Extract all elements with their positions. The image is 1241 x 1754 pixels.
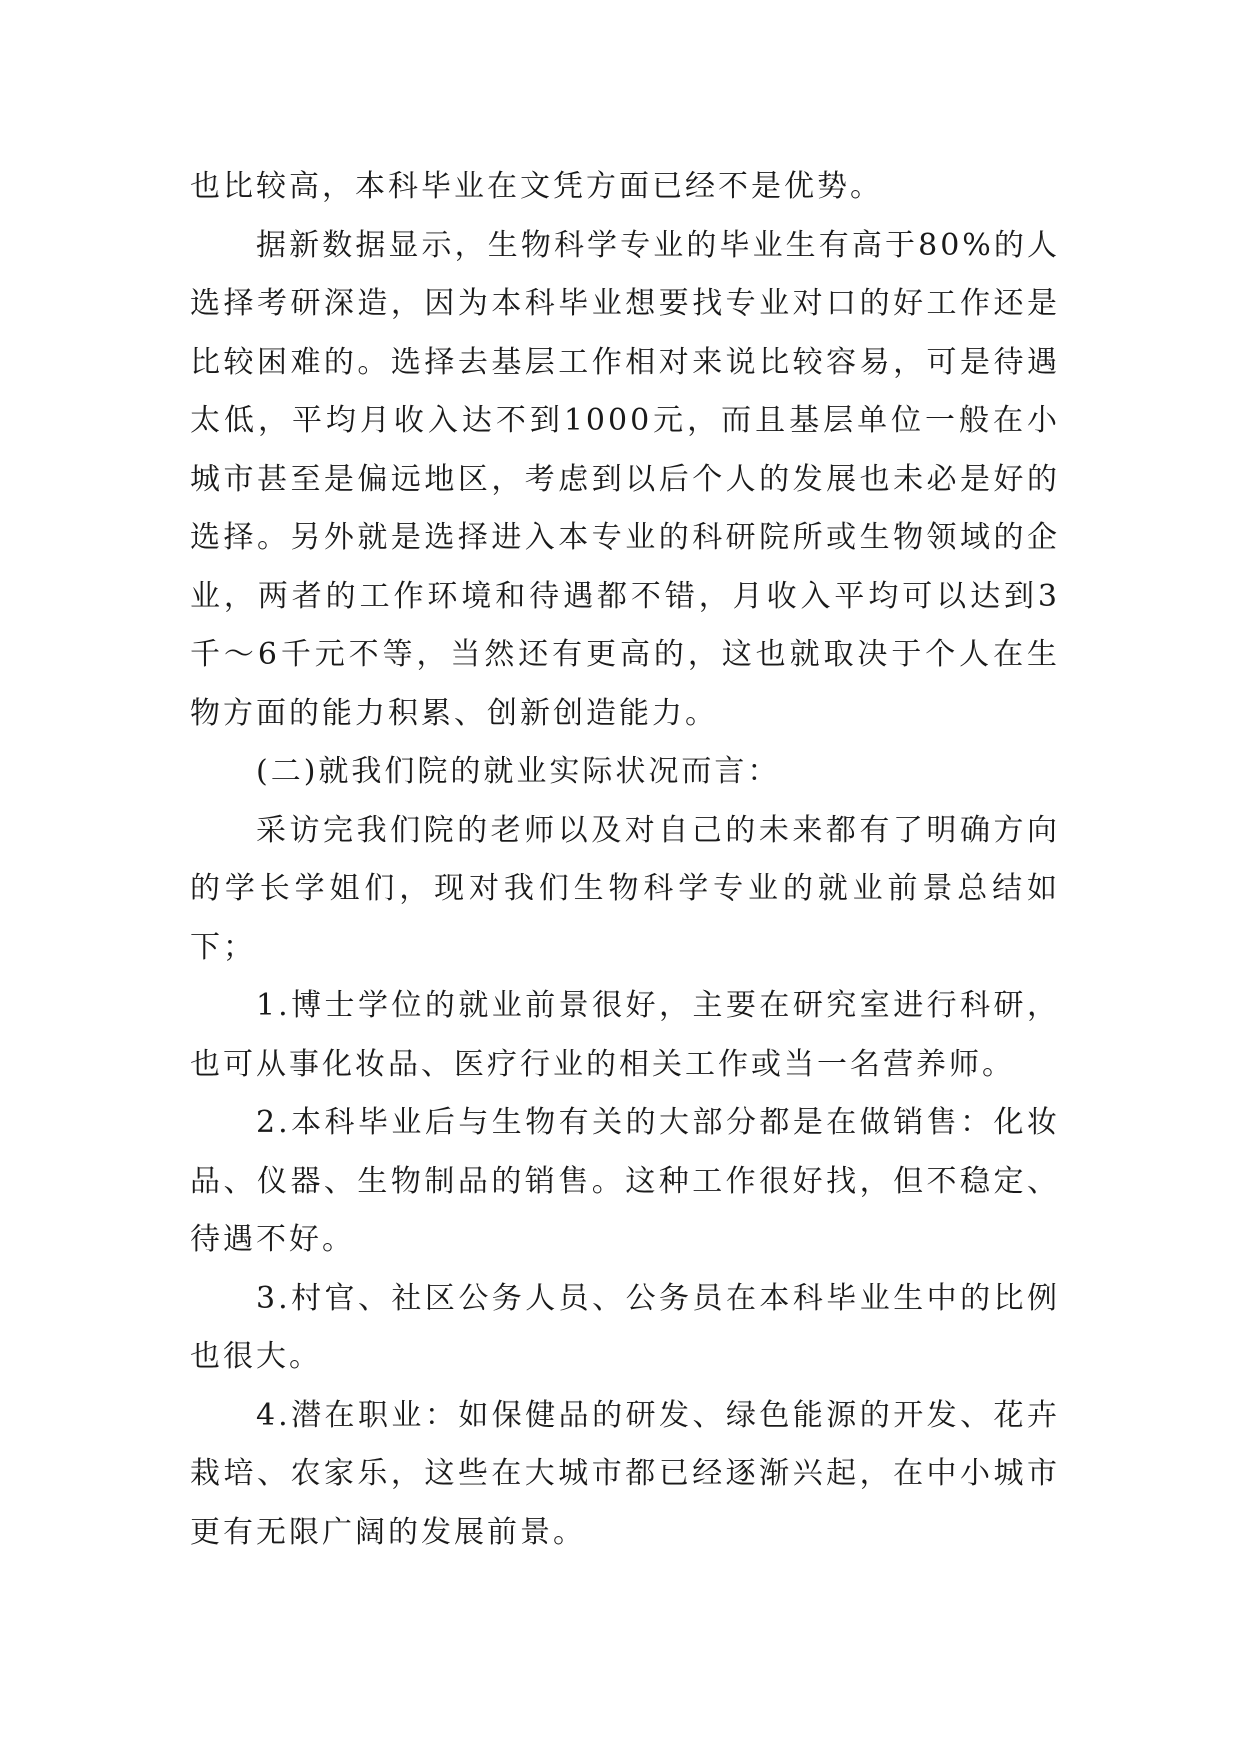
list-item-civil-service: 3.村官、社区公务人员、公务员在本科毕业生中的比例也很大。	[190, 1280, 1060, 1374]
document-body	[190, 158, 1060, 1562]
paragraph-interview-summary: 采访完我们院的老师以及对自己的未来都有了明确方向的学长学姐们，现对我们生物科学专业的就业前景总结如下；	[190, 812, 1060, 965]
section-heading-college: (二)就我们院的就业实际状况而言：	[256, 754, 781, 789]
list-item-sales: 2.本科毕业后与生物有关的大部分都是在做销售：化妆品、仪器、生物制品的销售。这种工作很好找，但不稳定、待遇不好。	[190, 1105, 1060, 1257]
list-item-doctorate: 1.博士学位的就业前景很好，主要在研究室进行科研，也可从事化妆品、医疗行业的相关工作或当一名营养师。	[190, 988, 1060, 1082]
paragraph-continuation: 也比较高，本科毕业在文凭方面已经不是优势。	[190, 169, 883, 204]
paragraph-statistics: 据新数据显示，生物科学专业的毕业生有高于80%的人选择考研深造，因为本科毕业想要找专业对口的好工作还是比较困难的。选择去基层工作相对来说比较容易，可是待遇太低，平均月收入达不到1000元，而且基层单位一般在小城市甚至是偏远地区，考虑到以后个人的发展也未必是好的选择。另外就是选择进入本专业的科研院所或生物领域的企业，两者的工作环境和待遇都不错，月收入平均可以达到3千～6千元不等，当然还有更高的，这也就取决于个人在生物方面的能力积累、创新创造能力。	[190, 227, 1060, 731]
list-item-potential-careers: 4.潜在职业：如保健品的研发、绿色能源的开发、花卉栽培、农家乐，这些在大城市都已经逐渐兴起，在中小城市更有无限广阔的发展前景。	[190, 1397, 1060, 1550]
